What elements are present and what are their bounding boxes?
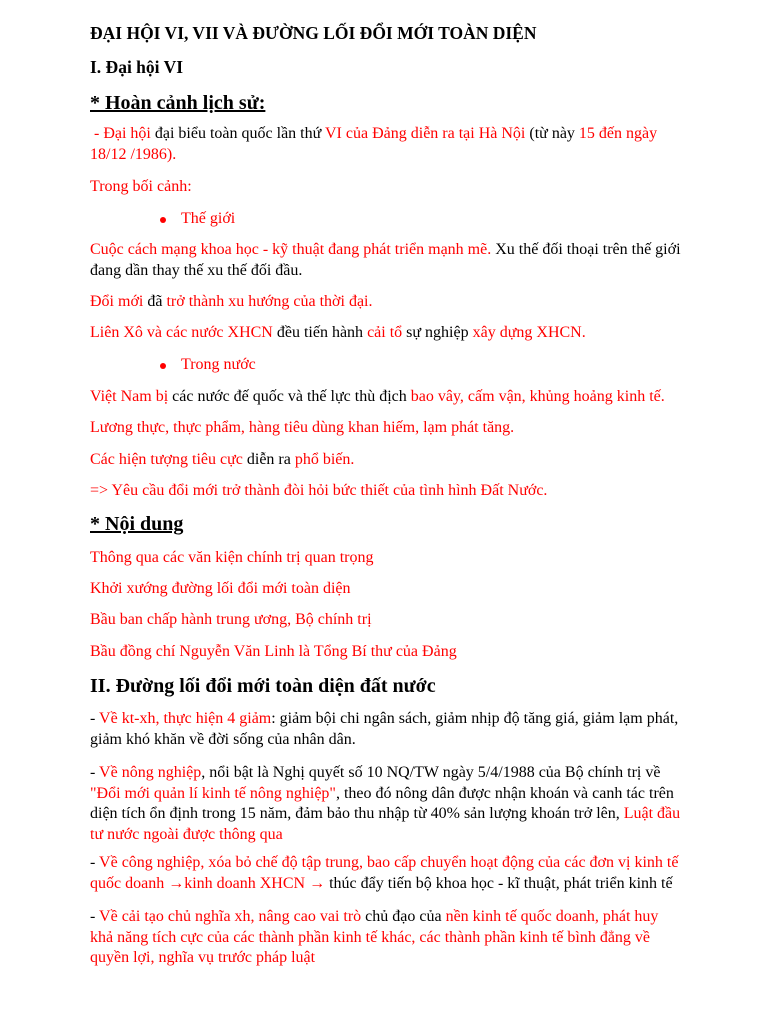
text-run: , nổi bật là Nghị quyết số 10 NQ/TW ngày 5/4/1988 của Bộ chính trị về xyxy=(201,764,661,781)
highlighted-text: xây dựng XHCN. xyxy=(472,324,586,341)
highlighted-text: Cuộc cách mạng khoa học - kỹ thuật đang phát triển mạnh mẽ. xyxy=(90,241,492,258)
highlighted-text: => Yêu cầu đổi mới trở thành đòi hỏi bức thiết của tình hình Đất Nước. xyxy=(90,482,548,499)
text-line xyxy=(90,261,728,282)
text-run: - xyxy=(90,854,100,871)
highlighted-text: Về công nghiệp, xóa bỏ chế độ tập trung, bao cấp chuyển hoạt động của các đơn vị kinh tế xyxy=(99,854,679,871)
text-line xyxy=(90,292,728,313)
text-line xyxy=(90,804,728,825)
text-line xyxy=(90,124,728,145)
text-line xyxy=(90,481,728,502)
text-run: diện tích ổn định trong 15 năm, đảm bảo thu nhập từ 40% sản lượng khoán trở lên, xyxy=(90,805,624,823)
text-line xyxy=(90,853,728,874)
highlighted-text: bao vây, cấm vận, khủng hoảng kinh tế. xyxy=(410,388,665,405)
highlighted-text: VI của Đảng diễn ra tại Hà Nội xyxy=(325,125,526,142)
highlighted-text: Việt Nam bị xyxy=(90,388,169,405)
highlighted-text: kinh doanh XHCN xyxy=(184,874,310,892)
highlighted-text: Đổi mới xyxy=(90,293,144,310)
arrow-icon: → xyxy=(309,874,326,892)
text-line xyxy=(90,928,728,949)
section-heading: I. Đại hội VI xyxy=(90,57,184,77)
bullet-icon xyxy=(160,217,166,223)
text-run: đều tiến hành xyxy=(272,324,368,341)
text-line xyxy=(90,418,728,439)
paragraph xyxy=(90,853,728,894)
highlighted-text: Lương thực, thực phẩm, hàng tiêu dùng khan hiếm, lạm phát tăng. xyxy=(90,419,515,436)
text-run: đại biểu toàn quốc lần thứ xyxy=(150,125,325,142)
text-run: đang dần thay thế xu thế đối đầu. xyxy=(90,261,303,279)
text-line xyxy=(90,907,728,928)
paragraph xyxy=(90,450,728,471)
text-run: - xyxy=(90,710,100,727)
document-title: ĐẠI HỘI VI, VII VÀ ĐƯỜNG LỐI ĐỔI MỚI TOÀN DIỆN xyxy=(90,23,537,43)
text-line xyxy=(90,784,728,805)
highlighted-text: Các hiện tượng tiêu cực xyxy=(90,451,243,468)
text-line xyxy=(90,709,728,730)
text-line xyxy=(90,145,728,166)
text-run: : giảm bội chi ngân sách, giảm nhịp độ tăng giá, giảm lạm phát, xyxy=(271,710,679,727)
paragraph xyxy=(90,292,728,313)
text-run: đã xyxy=(143,293,167,310)
text-run: giảm khó khăn về đời sống của nhân dân. xyxy=(90,730,356,748)
text-line xyxy=(90,450,728,471)
highlighted-text: nền kinh tế quốc doanh, phát huy xyxy=(445,908,659,925)
paragraph xyxy=(90,124,728,165)
highlighted-text: phổ biến. xyxy=(294,451,355,468)
highlighted-text: Về nông nghiệp xyxy=(99,764,202,781)
highlighted-text: khả năng tích cực của các thành phần kinh tế khác, các thành phần kinh tế bình đẳng về xyxy=(90,928,651,946)
subsection-heading: * Hoàn cảnh lịch sử: xyxy=(90,92,266,114)
text-line xyxy=(90,323,728,344)
paragraph xyxy=(90,907,728,969)
bullet-item xyxy=(90,209,728,230)
text-line xyxy=(90,874,728,895)
content-item: Bầu ban chấp hành trung ương, Bộ chính trị xyxy=(90,611,372,628)
highlighted-text: Về kt-xh, thực hiện 4 giảm xyxy=(99,710,272,727)
highlighted-text: cải tổ xyxy=(367,324,403,341)
arrow-icon: → xyxy=(168,874,185,892)
highlighted-text: - Đại hội xyxy=(90,125,151,142)
bullet-label: Trong nước xyxy=(181,356,256,373)
highlighted-text: Về cải tạo chủ nghĩa xh, nâng cao vai trò xyxy=(99,908,362,925)
paragraph xyxy=(90,763,728,845)
text-run: các nước đế quốc và thế lực thù địch xyxy=(168,388,411,405)
text-run: Xu thế đối thoại trên thế giới xyxy=(491,241,681,258)
text-line xyxy=(90,948,728,969)
highlighted-text: Luật đầu xyxy=(623,805,681,823)
highlighted-text: tư nước ngoài được thông qua xyxy=(90,825,283,843)
bullet-icon xyxy=(160,363,166,369)
text-line xyxy=(90,825,728,846)
text-line xyxy=(90,763,728,784)
text-run: chủ đạo của xyxy=(361,908,446,925)
content-item: Thông qua các văn kiện chính trị quan trọng xyxy=(90,549,374,566)
paragraph xyxy=(90,418,728,439)
text-line xyxy=(90,240,728,261)
text-run: thúc đẩy tiến bộ khoa học - kĩ thuật, phát triển kinh tế xyxy=(325,874,673,892)
content-item: Khởi xướng đường lối đổi mới toàn diện xyxy=(90,580,351,597)
paragraph xyxy=(90,323,728,344)
text-run: - xyxy=(90,908,100,925)
highlighted-text: 15 đến ngày xyxy=(578,125,658,142)
text-line xyxy=(90,730,728,751)
text-run: sự nghiệp xyxy=(402,324,473,341)
highlighted-text: quốc doanh xyxy=(90,874,169,892)
highlighted-text: quyền lợi, nghĩa vụ trước pháp luật xyxy=(90,949,316,967)
paragraph xyxy=(90,387,728,408)
content-item: Bầu đồng chí Nguyễn Văn Linh là Tổng Bí thư của Đảng xyxy=(90,643,457,660)
highlighted-text: trở thành xu hướng của thời đại. xyxy=(166,293,373,310)
paragraph xyxy=(90,709,728,750)
text-run: (từ này xyxy=(525,125,579,142)
text-run: diễn ra xyxy=(242,451,295,468)
section-heading: II. Đường lối đổi mới toàn diện đất nước xyxy=(90,675,436,697)
bullet-item xyxy=(90,355,728,376)
text-run: - xyxy=(90,764,100,781)
highlighted-text: "Đổi mới quản lí kinh tế nông nghiệp" xyxy=(90,784,336,802)
subsection-heading: * Nội dung xyxy=(90,513,184,535)
bullet-label: Thế giới xyxy=(181,210,236,227)
paragraph xyxy=(90,240,728,281)
paragraph xyxy=(90,481,728,502)
text-line xyxy=(90,387,728,408)
highlighted-text: 18/12 /1986). xyxy=(90,145,177,163)
text-run: , theo đó nông dân được nhận khoán và canh tác trên xyxy=(335,784,674,802)
context-label: Trong bối cảnh: xyxy=(90,178,192,195)
highlighted-text: Liên Xô và các nước XHCN xyxy=(90,324,273,341)
